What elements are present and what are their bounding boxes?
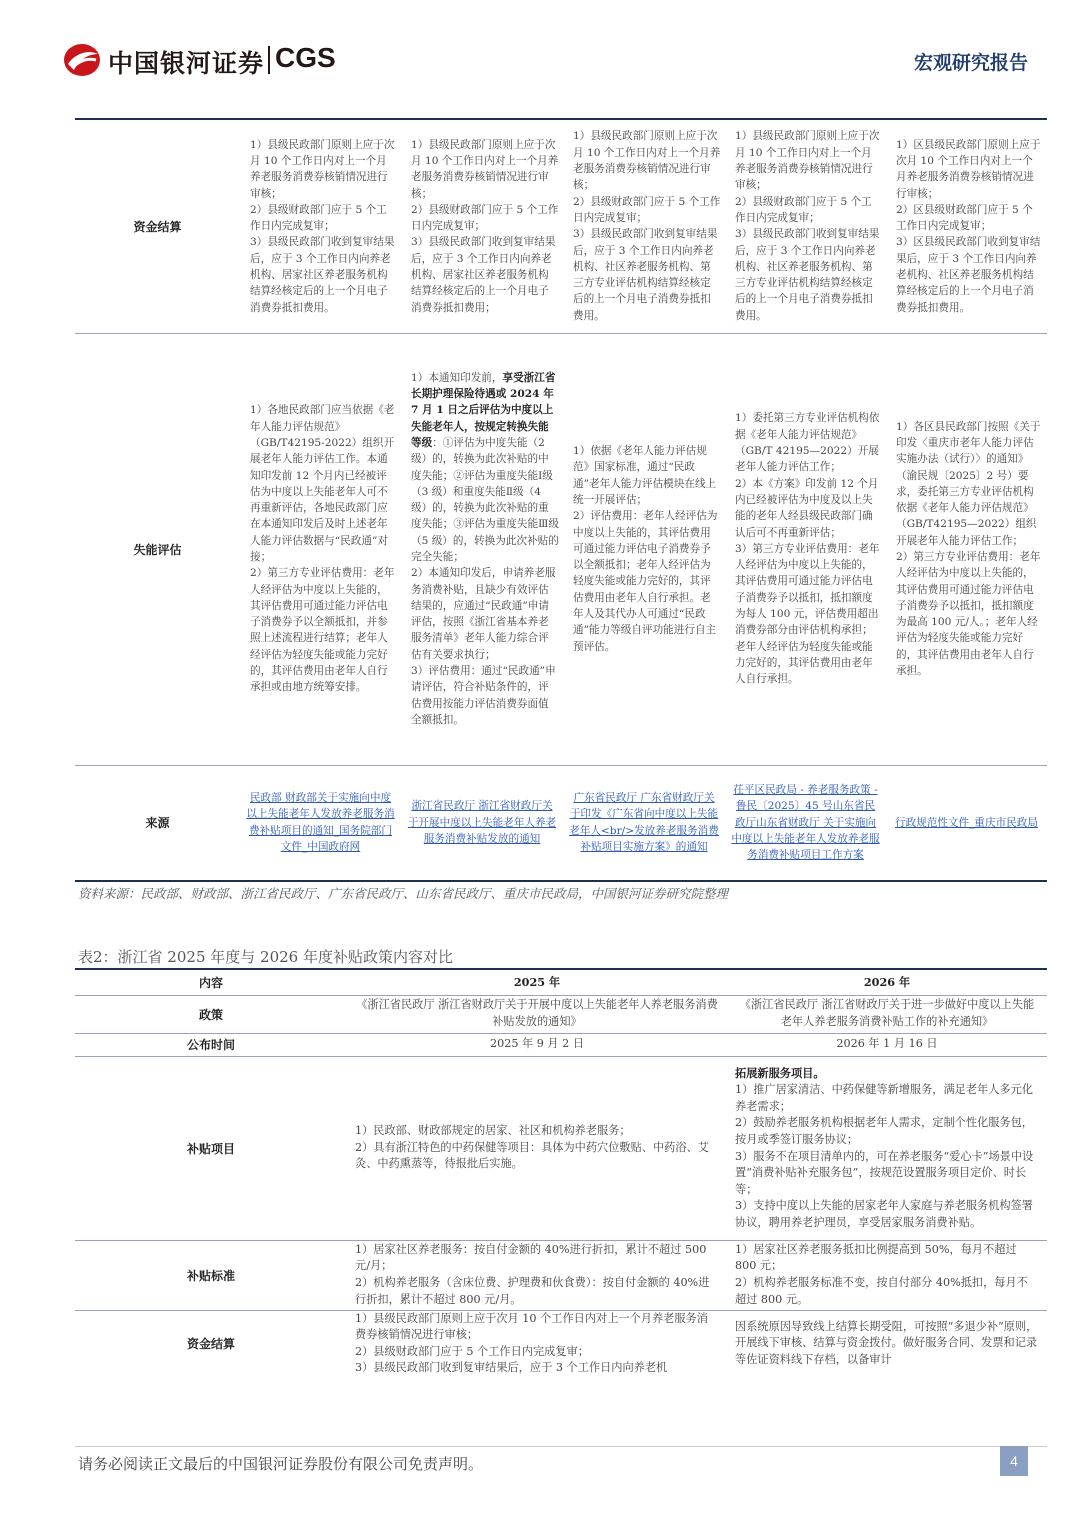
disclaimer-note: 请务必阅读正文最后的中国银河证券股份有限公司免责声明。	[78, 1455, 484, 1473]
table-row	[75, 1033, 1047, 1056]
row-label: 补贴项目	[75, 1056, 347, 1240]
row-label: 公布时间	[75, 1033, 347, 1056]
source-link-mca[interactable]: 民政部 财政部关于实施向中度以上失能老年人发放养老服务消费补贴项目的通知_国务院部门文件_中国政府网	[246, 792, 395, 854]
page-number: 4	[1000, 1446, 1028, 1476]
brand-english: CGS	[275, 42, 336, 73]
row-label: 政策	[75, 995, 347, 1033]
cgs-logo-icon	[62, 42, 102, 78]
row-label: 补贴标准	[75, 1240, 347, 1310]
source-link-zhejiang[interactable]: 浙江省民政厅 浙江省财政厅关于开展中度以上失能老年人养老服务消费补贴发放的通知	[407, 800, 557, 845]
table-row	[75, 995, 1047, 1033]
source-link-chongqing[interactable]: 行政规范性文件_重庆市民政局	[894, 816, 1038, 829]
table-cell: 1）县级民政部门原则上应于次月 10 个工作日内对上一个月养老服务消费券核销情况进行审核； 2）县级财政部门应于 5 个工作日内完成复审； 3）县级民政部门收到复审结果后，应于 3 个工作日内向养老机	[355, 1311, 708, 1375]
table-cell: 1）委托第三方专业评估机构依据《老年人能力评估规范》（GB/T 42195—2022）开展老年人能力评估工作； 2）本《方案》印发前 12 个月内已经被评估为中度及以上失能的老年人经县级民政部门确认后可不再重新评估； 3）第三方专业评估费用：老年人经评估为中度以上失能的，其评估费用可通过能力评估电子消费券予以抵扣，抵扣额度为每人 100 元，评估费用超出消费券部分由评估机构承担；老年人经评估为轻度失能或能力完好的，其评估费用由老年人自行承担。	[725, 333, 886, 765]
table2-title: 表2：浙江省 2025 年度与 2026 年度补贴政策内容对比	[78, 948, 453, 966]
table-cell: 1）民政部、财政部规定的居家、社区和机构养老服务； 2）具有浙江特色的中药保健等项目：具体为中药穴位敷贴、中药浴、艾灸、中药熏蒸等，待报批后实施。	[347, 1056, 727, 1240]
table-row	[75, 1240, 1047, 1310]
source-link-guangdong[interactable]: 广东省民政厅 广东省财政厅关于印发《广东省向中度以上失能老年人<br/>发放养老服务消费补贴项目实施方案》的通知	[569, 792, 719, 854]
table-cell: 《浙江省民政厅 浙江省财政厅关于进一步做好中度以上失能老年人养老服务消费补贴工作的补充通知》	[727, 995, 1047, 1033]
policy-comparison-table	[75, 120, 1047, 882]
row-label: 资金结算	[186, 1337, 235, 1352]
cell-text: 1）推广居家清洁、中药保健等新增服务，满足老年人多元化养老需求； 2）鼓励养老服务机构根据老年人需求，定制个性化服务包，按月或季签订服务协议； 3）服务不在项目清单内的，可在养老服务“爱心卡”场景中设置“消费补贴补充服务包”，按规范设置服务项目定价、时长等； 3）支持中度以上失能的居家老年人家庭与养老服务机构签署协议，聘用养老护理员，享受居家服务消费补贴。	[735, 1083, 1034, 1229]
table-row	[75, 765, 1047, 881]
table-cell-zhejiang-eval	[401, 333, 563, 765]
table-cell: 1）依据《老年人能力评估规范》国家标准，通过“民政通”老年人能力评估模块在线上统一开展评估； 2）评估费用：老年人经评估为中度以上失能的，其评估费用可通过能力评估电子消费券予以全额抵扣；老年人经评估为轻度失能或能力完好的，其评估费用由老年人自行承担。老年人及其代办人可通过“民政通”能力等级自评功能进行自主预评估。	[563, 333, 725, 765]
report-type: 宏观研究报告	[913, 52, 1028, 74]
table-cell: 1）区县级民政部门原则上应于次月 10 个工作日内对上一个月养老服务消费券核销情况进行审核； 2）区县级财政部门应于 5 个工作日内完成复审； 3）区县级民政部门收到复审结果后，应于 3 个工作日内向养老机构、社区养老服务机构结算经核定后的上一个月电子消费券抵扣费用。	[886, 120, 1047, 333]
table-cell: 2025 年 9 月 2 日	[347, 1033, 727, 1056]
table-cell: 1）各区县民政部门按照《关于印发〈重庆市老年人能力评估实施办法（试行）〉的通知》（渝民规〔2025〕2 号）要求，委托第三方专业评估机构依据《老年人能力评估规范》（GB/T42195—2022）组织开展老年人能力评估工作； 2）第三方专业评估费用：老年人经评估为中度以上失能的，其评估费用可通过能力评估电子消费券予以抵扣，抵扣额度为最高 100 元/人。；老年人经评估为轻度失能或能力完好的，其评估费用由老年人自行承担。	[886, 333, 1047, 765]
table-cell: 《浙江省民政厅 浙江省财政厅关于开展中度以上失能老年人养老服务消费补贴发放的通知》	[347, 995, 727, 1033]
eval-text: 1）本通知印发前，	[411, 371, 503, 384]
zhejiang-comparison-table	[75, 970, 1047, 1377]
header-2026: 2026 年	[727, 970, 1047, 995]
cell-heading: 拓展新服务项目。	[735, 1065, 825, 1080]
table-cell: 2026 年 1 月 16 日	[727, 1033, 1047, 1056]
eval-text-bold: 享受浙江省长期护理保险待遇或 2024 年 7 月 1 日之后评估为中度以上失能老年人，按规定转换失能等级	[411, 371, 556, 449]
source-link-shandong[interactable]: 茌平区民政局 - 养老服务政策 - 鲁民〔2025〕45 号山东省民政厅山东省财政厅 关于实施向中度以上失能老年人发放养老服务消费补贴项目工作方案	[731, 784, 880, 862]
table-cell: 1）居家社区养老服务：按自付金额的 40%进行折扣，累计不超过 500 元/月； 2）机构养老服务（含床位费、护理费和伙食费）：按自付金额的 40%进行折扣，累计不超过 800 元/月。	[347, 1240, 727, 1310]
table-cell: 1）县级民政部门原则上应于次月 10 个工作日内对上一个月养老服务消费券核销情况进行审核； 2）县级财政部门应于 5 个工作日内完成复审； 3）县级民政部门收到复审结果后，应于 3 个工作日内向养老机构、居家社区养老服务机构结算经核定后的上一个月电子消费券抵扣费用。	[240, 120, 401, 333]
table-row	[75, 1310, 1047, 1377]
table-row	[75, 1056, 1047, 1240]
page-header	[0, 0, 1080, 100]
brand-divider	[268, 46, 270, 74]
table-cell: 1）县级民政部门原则上应于次月 10 个工作日内对上一个月养老服务消费券核销情况进行审核； 2）县级财政部门应于 5 个工作日内完成复审； 3）县级民政部门收到复审结果后，应于 3 个工作日内向养老机构、社区养老服务机构、第三方专业评估机构结算经核定后的上一个月电子消费券抵扣费用。	[563, 120, 725, 333]
table-row	[75, 120, 1047, 333]
row-label: 来源	[75, 765, 240, 881]
row-label: 失能评估	[75, 333, 240, 765]
table-row	[75, 333, 1047, 765]
brand-name: 中国银河证券	[108, 49, 265, 78]
header-2025: 2025 年	[347, 970, 727, 995]
table-cell: 因系统原因导致线上结算长期受阻，可按照“多退少补”原则，开展线下审核、结算与资金拨付。做好服务合同、发票和记录等佐证资料线下存档，以备审计	[735, 1319, 1038, 1366]
eval-text: 2）本通知印发后，申请养老服务消费补贴，且缺少有效评估结果的，应通过“民政通”申请评估，按照《浙江省基本养老服务清单》老年人能力综合评估有关要求执行；	[411, 567, 556, 661]
table-cell: 1）县级民政部门原则上应于次月 10 个工作日内对上一个月养老服务消费券核销情况进行审核； 2）县级财政部门应于 5 个工作日内完成复审； 3）县级民政部门收到复审结果后，应于 3 个工作日内向养老机构、居家社区养老服务机构结算经核定后的上一个月电子消费券抵扣费用；	[401, 120, 563, 333]
header-content: 内容	[75, 970, 347, 995]
table-cell	[727, 1056, 1047, 1240]
eval-text: ：①评估为中度失能（2 级）的，转换为此次补贴的中度失能；②评估为重度失能Ⅰ级（3 级）和重度失能Ⅱ级（4 级）的，转换为此次补贴的重度失能；③评估为重度失能Ⅲ级（5 级）的，转换为此次补贴的完全失能；	[411, 436, 559, 563]
row-label: 资金结算	[75, 120, 240, 333]
table-cell: 1）居家社区养老服务抵扣比例提高到 50%，每月不超过 800 元； 2）机构养老服务标准不变，按自付部分 40%抵扣，每月不超过 800 元。	[727, 1240, 1047, 1310]
table-cell: 1）县级民政部门原则上应于次月 10 个工作日内对上一个月养老服务消费券核销情况进行审核； 2）县级财政部门应于 5 个工作日内完成复审； 3）县级民政部门收到复审结果后，应于 3 个工作日内向养老机构、社区养老服务机构、第三方专业评估机构结算经核定后的上一个月电子消费券抵扣费用。	[725, 120, 886, 333]
footer-rule	[75, 1446, 1047, 1447]
data-source-note: 资料来源：民政部、财政部、浙江省民政厅、广东省民政厅、山东省民政厅、重庆市民政局，中国银河证券研究院整理	[78, 886, 729, 901]
eval-text: 3）评估费用：通过“民政通”申请评估，符合补贴条件的，评估费用按能力评估消费券面值全额抵扣。	[411, 665, 556, 726]
table-header-row	[75, 970, 1047, 995]
table-cell: 1）各地民政部门应当依据《老年人能力评估规范》（GB/T42195-2022）组织开展老年人能力评估工作。本通知印发前 12 个月内已经被评估为中度以上失能老年人可不再重新评估，各地民政部门应在本通知印发后及时上述老年人能力评估数据与“民政通”对接； 2）第三方专业评估费用：老年人经评估为中度以上失能的，其评估费用可通过能力评估电子消费券予以全额抵扣，并参照上述流程进行结算；老年人经评估为轻度失能或能力完好的，其评估费用由老年人自行承担或由地方统筹安排。	[240, 333, 401, 765]
